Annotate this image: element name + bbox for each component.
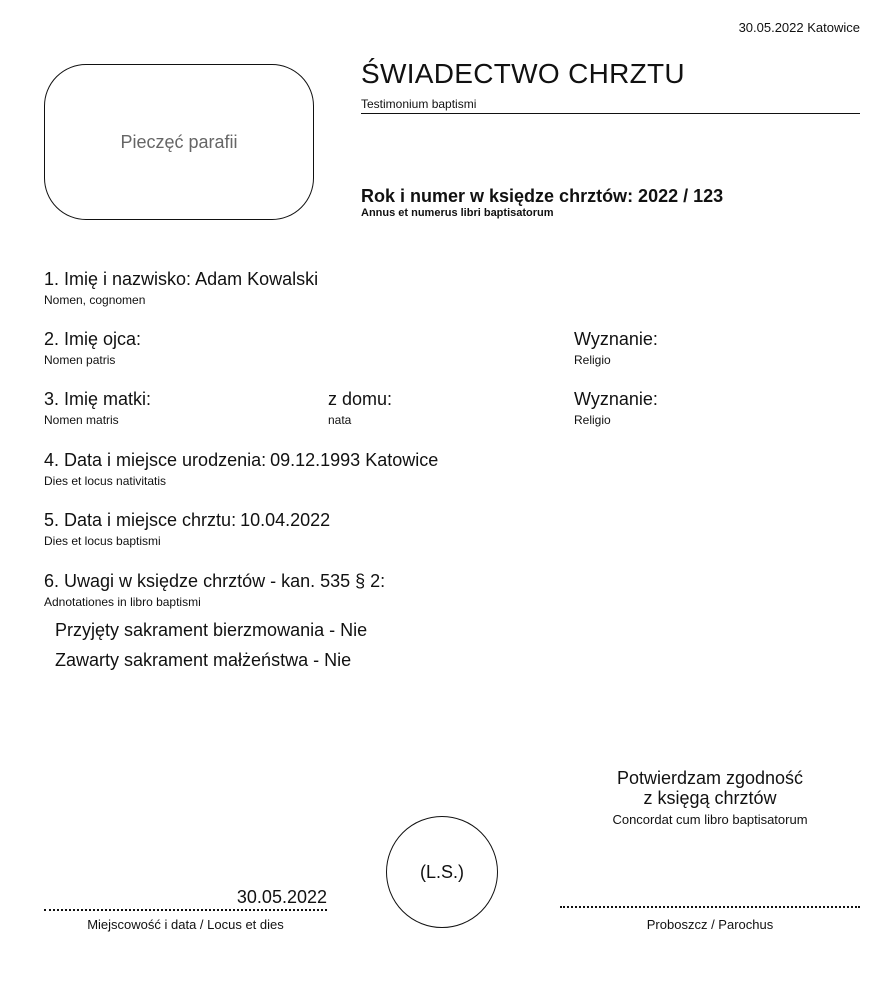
field-notes-latin: Adnotationes in libro baptismi bbox=[44, 595, 201, 609]
field-mother-maiden-label: z domu: bbox=[328, 389, 393, 409]
field-mother-label: 3. Imię matki: bbox=[44, 389, 152, 409]
field-father-label: 2. Imię ojca: bbox=[44, 329, 142, 349]
document-title: ŚWIADECTWO CHRZTU bbox=[361, 58, 685, 89]
field-father-latin: Nomen patris bbox=[44, 353, 116, 367]
field-baptism bbox=[44, 510, 330, 531]
field-baptism-label: 5. Data i miejsce chrztu: bbox=[44, 510, 237, 530]
field-birth-label: 4. Data i miejsce urodzenia: bbox=[44, 450, 267, 470]
date-value: 30.05.2022 bbox=[236, 887, 327, 907]
field-birth-value: 09.12.1993 Katowice bbox=[270, 450, 439, 470]
field-mother-religion-label: Wyznanie: bbox=[574, 389, 658, 409]
note-item: Zawarty sakrament małżeństwa - Nie bbox=[55, 650, 352, 670]
field-birth bbox=[44, 450, 438, 471]
field-mother-maiden-latin: nata bbox=[328, 413, 352, 427]
field-mother-religion-latin: Religio bbox=[574, 413, 611, 427]
seal-placeholder-label: Pieczęć parafii bbox=[120, 131, 238, 152]
field-baptism-latin: Dies et locus baptismi bbox=[44, 534, 161, 548]
issue-date-place: 30.05.2022 Katowice bbox=[738, 20, 860, 35]
book-number: Rok i numer w księdze chrztów: 2022 / 123 bbox=[361, 186, 724, 206]
book-number-latin: Annus et numerus libri baptisatorum bbox=[361, 207, 554, 219]
field-father-religion-label: Wyznanie: bbox=[574, 329, 658, 349]
field-notes-label: 6. Uwagi w księdze chrztów - kan. 535 § 2: bbox=[44, 571, 386, 591]
field-father-religion-latin: Religio bbox=[574, 353, 611, 367]
field-name-label: 1. Imię i nazwisko: bbox=[44, 269, 192, 289]
signature-caption: Proboszcz / Parochus bbox=[646, 917, 774, 932]
parish-seal-placeholder bbox=[44, 64, 314, 220]
date-dotted-line bbox=[44, 909, 327, 911]
stamp-label: (L.S.) bbox=[419, 861, 464, 882]
field-name-value: Adam Kowalski bbox=[195, 269, 319, 289]
document-title-latin: Testimonium baptismi bbox=[361, 97, 860, 114]
field-birth-latin: Dies et locus nativitatis bbox=[44, 474, 167, 488]
date-caption: Miejscowość i data / Locus et dies bbox=[87, 917, 284, 932]
field-name bbox=[44, 269, 318, 290]
confirm-line-2: z księgą chrztów bbox=[643, 788, 777, 808]
field-baptism-value: 10.04.2022 bbox=[240, 510, 331, 530]
field-mother-latin: Nomen matris bbox=[44, 413, 119, 427]
confirm-latin: Concordat cum libro baptisatorum bbox=[612, 812, 808, 827]
confirm-line-1: Potwierdzam zgodność bbox=[616, 768, 804, 788]
signature-dotted-line bbox=[560, 906, 860, 908]
locus-sigilli-stamp bbox=[386, 816, 498, 928]
note-item: Przyjęty sakrament bierzmowania - Nie bbox=[55, 620, 368, 640]
field-name-latin: Nomen, cognomen bbox=[44, 293, 146, 307]
